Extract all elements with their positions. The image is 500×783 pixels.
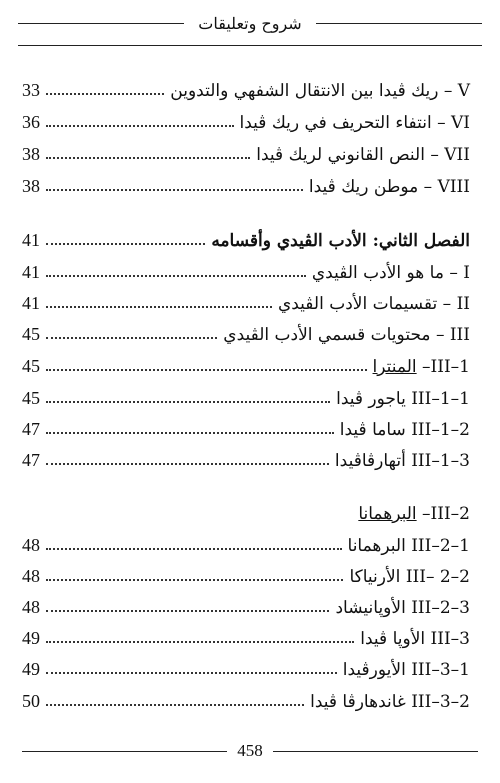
header-rule-left: [18, 23, 184, 24]
toc-entry: [22, 105, 470, 133]
entry-title: البرهمانا: [358, 504, 417, 524]
entry-page: 48: [22, 535, 40, 555]
entry-page: 48: [22, 566, 40, 586]
toc-entry: [22, 381, 470, 409]
header-underline: [18, 45, 482, 46]
entry-title: تقسيمات الأدب الڤيدي: [277, 294, 438, 314]
dot-leader: [46, 125, 234, 127]
entry-prefix: III–3–1: [411, 660, 470, 680]
page-header: [18, 14, 482, 33]
entry-title: الأوپانيشاد: [335, 598, 406, 618]
header-rule-right: [316, 23, 482, 24]
dot-leader: [46, 432, 334, 434]
toc-entry: [22, 317, 470, 345]
dot-leader: [46, 243, 205, 245]
entry-prefix: III–3: [430, 629, 470, 649]
entry-title: البرهمانا: [347, 536, 406, 556]
toc-entry: [22, 169, 470, 197]
dot-leader: [46, 157, 250, 159]
entry-title: الأيورڤيدا: [342, 660, 406, 680]
dot-leader: [46, 401, 330, 403]
entry-page: 41: [22, 230, 40, 250]
toc-entry: [22, 286, 470, 314]
toc-entry: [22, 443, 470, 471]
toc-entry: [22, 255, 470, 283]
entry-page: 36: [22, 112, 40, 132]
toc-entry: [22, 137, 470, 165]
toc-section-heading: [22, 496, 470, 524]
dot-leader: [46, 337, 217, 339]
entry-title: المنترا: [372, 357, 417, 377]
entry-page: 50: [22, 691, 40, 711]
entry-title: النص القانوني لريك ڤيدا: [256, 145, 425, 165]
entry-page: 33: [22, 80, 40, 100]
entry-page: 41: [22, 293, 40, 313]
entry-prefix: VII –: [430, 145, 470, 165]
entry-title: ساما ڤيدا: [339, 420, 406, 440]
toc-chapter-entry: [22, 223, 470, 251]
entry-title: ما هو الأدب الڤيدي: [311, 263, 444, 283]
entry-title: الأرنياكا: [349, 567, 401, 587]
entry-prefix: III–3–2: [411, 692, 470, 712]
entry-title: أتهارڤاڤيدا: [334, 451, 406, 471]
entry-prefix: III–1–: [422, 357, 470, 377]
entry-title: ريك ڤيدا بين الانتقال الشفهي والتدوين: [170, 81, 439, 101]
entry-page: 49: [22, 659, 40, 679]
entry-page: 47: [22, 450, 40, 470]
entry-page: 41: [22, 262, 40, 282]
entry-prefix: I –: [449, 263, 470, 283]
entry-page: 45: [22, 356, 40, 376]
footer-rule-right: [273, 751, 478, 752]
entry-prefix: III–2–: [422, 504, 470, 524]
toc-entry: [22, 590, 470, 618]
entry-prefix: III– 2–2: [405, 567, 470, 587]
dot-leader: [46, 93, 164, 95]
entry-prefix: II –: [442, 294, 470, 314]
toc-entry: [22, 684, 470, 712]
entry-prefix: III–2–1: [411, 536, 470, 556]
entry-page: 47: [22, 419, 40, 439]
chapter-title: الأدب الڤيدي وأقسامه: [211, 231, 367, 251]
entry-title: موطن ريك ڤيدا: [308, 177, 419, 197]
page-footer: [22, 741, 478, 761]
entry-page: 45: [22, 388, 40, 408]
dot-leader: [46, 579, 343, 581]
entry-prefix: III–2–3: [411, 598, 470, 618]
toc-entry: [22, 412, 470, 440]
entry-title: ياجور ڤيدا: [336, 389, 406, 409]
page-number: 458: [237, 741, 263, 760]
dot-leader: [46, 548, 342, 550]
dot-leader: [46, 463, 329, 465]
toc-entry: [22, 73, 470, 101]
dot-leader: [46, 641, 354, 643]
chapter-prefix: الفصل الثاني:: [372, 231, 470, 251]
entry-prefix: V –: [443, 81, 470, 101]
entry-prefix: VI –: [437, 113, 470, 133]
dot-leader: [46, 306, 272, 308]
entry-page: 48: [22, 597, 40, 617]
entry-title: الأوپا ڤيدا: [360, 629, 426, 649]
entry-page: 45: [22, 324, 40, 344]
entry-page: 49: [22, 628, 40, 648]
dot-leader: [46, 189, 303, 191]
entry-prefix: III –: [435, 325, 470, 345]
footer-rule-left: [22, 751, 227, 752]
entry-title: انتفاء التحريف في ريك ڤيدا: [239, 113, 432, 133]
entry-prefix: III–1–3: [411, 451, 470, 471]
dot-leader: [46, 672, 337, 674]
toc-entry: [22, 559, 470, 587]
entry-page: 38: [22, 176, 40, 196]
dot-leader: [46, 704, 304, 706]
toc-entry: [22, 528, 470, 556]
entry-prefix: III–1–2: [411, 420, 470, 440]
entry-page: 38: [22, 144, 40, 164]
entry-prefix: III–1–1: [411, 389, 470, 409]
dot-leader: [46, 369, 367, 371]
toc-entry: [22, 652, 470, 680]
entry-prefix: VIII –: [423, 177, 470, 197]
running-title: شروح وتعليقات: [198, 14, 302, 33]
entry-title: محتويات قسمي الأدب الڤيدي: [223, 325, 431, 345]
entry-title: غاندهارڤا ڤيدا: [310, 692, 406, 712]
toc-entry: [22, 621, 470, 649]
toc-entry: [22, 349, 470, 377]
dot-leader: [46, 610, 329, 612]
dot-leader: [46, 275, 306, 277]
